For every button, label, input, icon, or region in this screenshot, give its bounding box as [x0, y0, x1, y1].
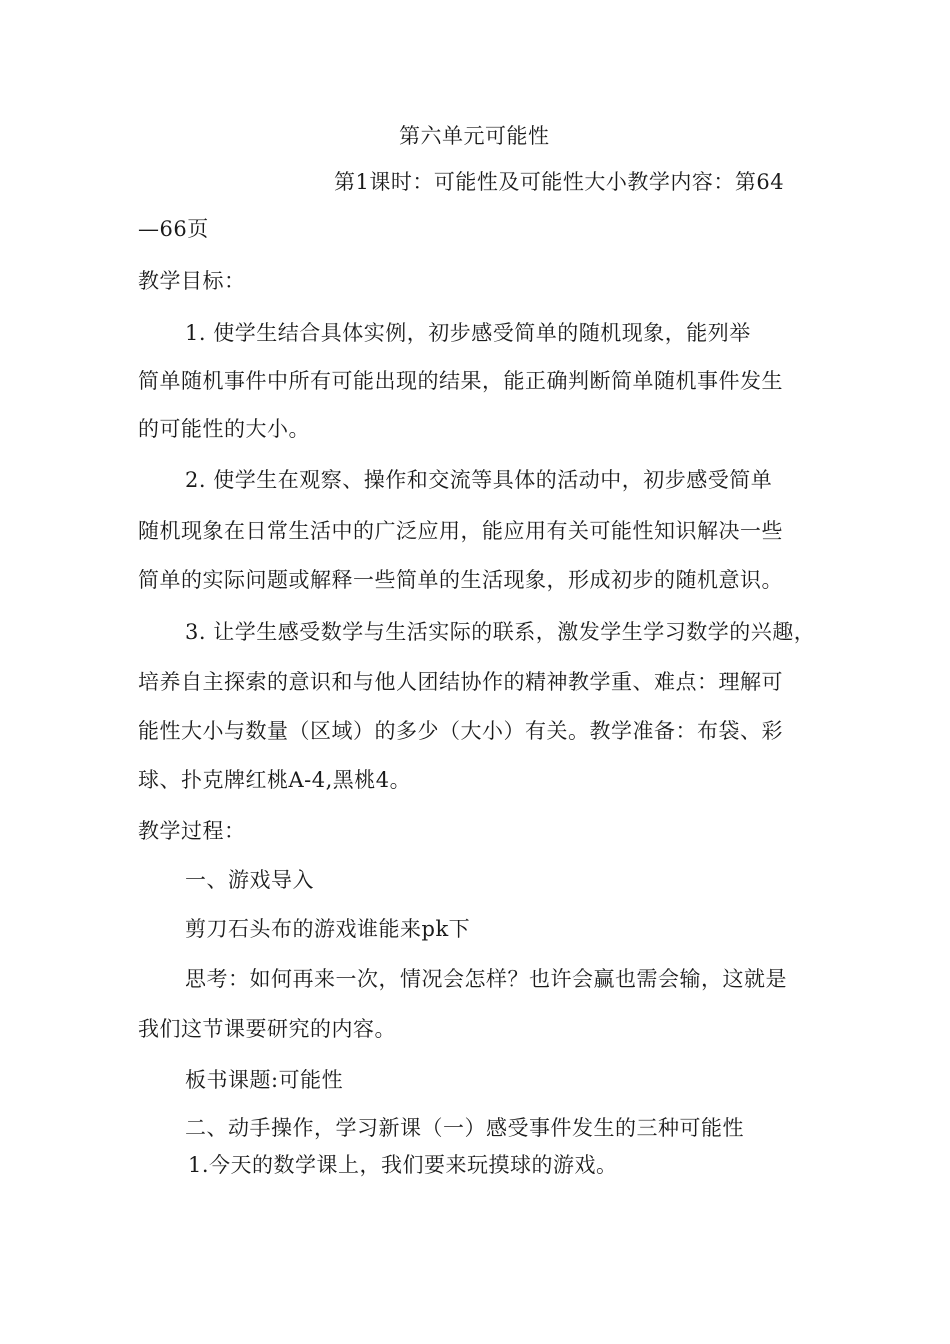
objective-3-line-3: 能性大小与数量（区域）的多少（大小）有关。教学准备：布袋、彩	[138, 719, 783, 743]
objective-3-line-2: 培养自主探索的意识和与他人团结协作的精神教学重、难点：理解可	[138, 670, 783, 694]
section-2-heading: 二、动手操作，学习新课（一）感受事件发生的三种可能性	[185, 1116, 744, 1140]
document-title: 第六单元可能性	[399, 124, 550, 148]
lesson-info-line-1: 第1课时：可能性及可能性大小教学内容：第64	[334, 170, 785, 194]
objective-3-line-4: 球、扑克牌红桃A-4,黑桃4。	[138, 768, 412, 792]
think-line-2: 我们这节课要研究的内容。	[138, 1017, 396, 1041]
objective-1-line-3: 的可能性的大小。	[138, 417, 310, 441]
board-title-line: 板书课题:可能性	[185, 1068, 344, 1092]
objectives-heading: 教学目标：	[138, 269, 246, 293]
think-line-1: 思考：如何再来一次，情况会怎样？也许会赢也需会输，这就是	[185, 967, 787, 991]
game-line: 剪刀石头布的游戏谁能来pk下	[185, 917, 471, 941]
objective-3-line-1: 3. 让学生感受数学与生活实际的联系，激发学生学习数学的兴趣，	[185, 620, 816, 644]
lesson-info-line-2: —66页	[138, 217, 209, 241]
process-heading: 教学过程：	[138, 819, 246, 843]
step-1-line: 1.今天的数学课上，我们要来玩摸球的游戏。	[188, 1153, 618, 1177]
objective-2-line-1: 2. 使学生在观察、操作和交流等具体的活动中，初步感受简单	[185, 468, 773, 492]
objective-2-line-3: 简单的实际问题或解释一些简单的生活现象，形成初步的随机意识。	[138, 568, 783, 592]
objective-1-line-1: 1. 使学生结合具体实例，初步感受简单的随机现象，能列举	[185, 321, 751, 345]
objective-1-line-2: 简单随机事件中所有可能出现的结果，能正确判断简单随机事件发生	[138, 369, 783, 393]
objective-2-line-2: 随机现象在日常生活中的广泛应用，能应用有关可能性知识解决一些	[138, 519, 783, 543]
section-1-heading: 一、游戏导入	[185, 868, 314, 892]
